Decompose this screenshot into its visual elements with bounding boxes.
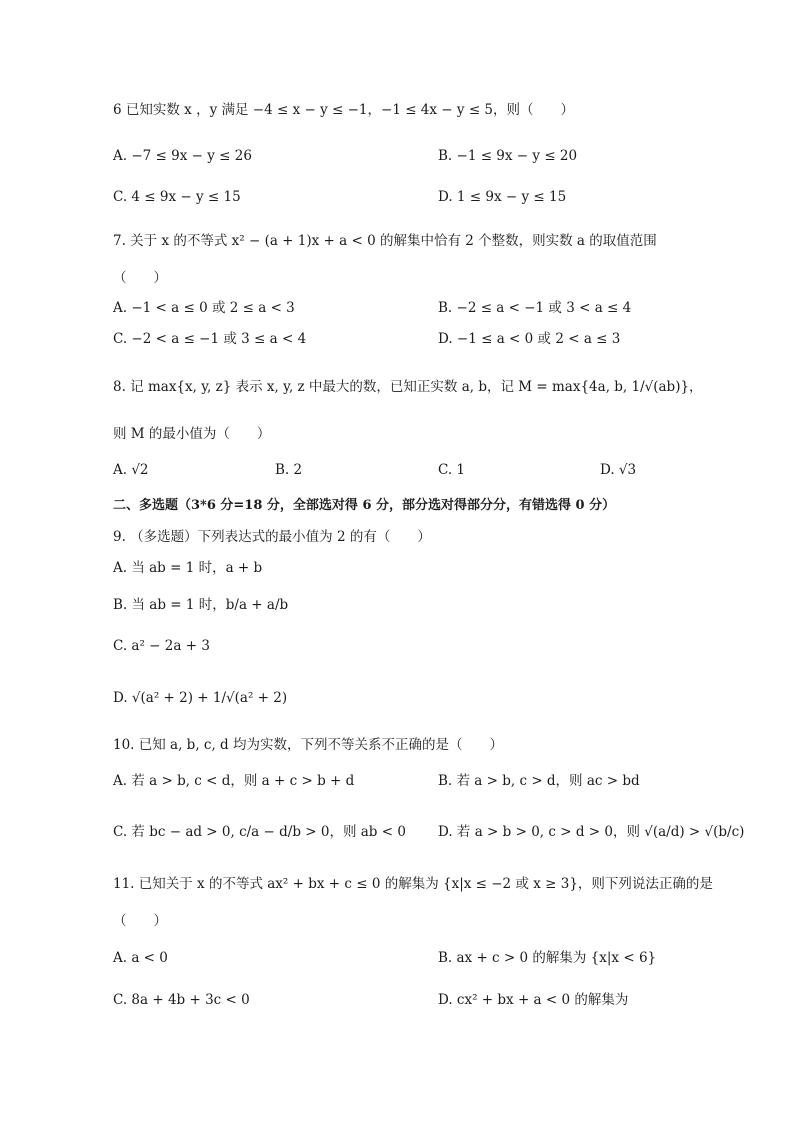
section-heading: 二、多选题（3*6 分=18 分，全部选对得 6 分，部分选对得部分分，有错选得 0 分） bbox=[113, 498, 616, 513]
q7-option-a: A. −1 < a ≤ 0 或 2 ≤ a < 3 bbox=[113, 300, 295, 316]
q7-stem: 7. 关于 x 的不等式 x² − (a + 1)x + a < 0 的解集中恰有 2 个整数，则实数 a 的取值范围 bbox=[113, 233, 657, 249]
q9-option-a: A. 当 ab = 1 时，a + b bbox=[113, 560, 263, 576]
q9-stem: 9. （多选题）下列表达式的最小值为 2 的有（ ） bbox=[113, 529, 431, 545]
q9-option-b: B. 当 ab = 1 时，b/a + a/b bbox=[113, 597, 289, 613]
q9-option-c: C. a² − 2a + 3 bbox=[113, 638, 210, 654]
q10-option-d: D. 若 a > b > 0, c > d > 0，则 √(a/d) > √(b/c) bbox=[438, 824, 745, 840]
q8-stem: 8. 记 max{x, y, z} 表示 x, y, z 中最大的数，已知正实数 a, b，记 M = max{4a, b, 1/√(ab)}， bbox=[113, 379, 703, 395]
q11-stem: 11. 已知关于 x 的不等式 ax² + bx + c ≤ 0 的解集为 {x|x ≤ −2 或 x ≥ 3}，则下列说法正确的是 bbox=[113, 876, 713, 892]
q6-option-c: C. 4 ≤ 9x − y ≤ 15 bbox=[113, 189, 241, 205]
q7-option-c: C. −2 < a ≤ −1 或 3 ≤ a < 4 bbox=[113, 331, 307, 347]
q6-option-a: A. −7 ≤ 9x − y ≤ 26 bbox=[113, 148, 252, 164]
q8-option-d: D. √3 bbox=[600, 462, 637, 478]
q8-option-b: B. 2 bbox=[275, 462, 303, 478]
q7-paren: （ ） bbox=[113, 270, 167, 286]
q6-stem: 6 已知实数 x ，y 满足 −4 ≤ x − y ≤ −1，−1 ≤ 4x − y ≤ 5，则（ ） bbox=[113, 102, 575, 118]
q7-option-b: B. −2 ≤ a < −1 或 3 < a ≤ 4 bbox=[438, 300, 632, 316]
q7-option-d: D. −1 ≤ a < 0 或 2 < a ≤ 3 bbox=[438, 331, 621, 347]
q6-option-d: D. 1 ≤ 9x − y ≤ 15 bbox=[438, 189, 567, 205]
q11-paren: （ ） bbox=[113, 913, 167, 929]
q8-option-a: A. √2 bbox=[113, 462, 149, 478]
q9-option-d: D. √(a² + 2) + 1/√(a² + 2) bbox=[113, 690, 288, 706]
q10-option-b: B. 若 a > b, c > d，则 ac > bd bbox=[438, 773, 640, 789]
q10-option-a: A. 若 a > b, c < d，则 a + c > b + d bbox=[113, 773, 355, 789]
q11-option-b: B. ax + c > 0 的解集为 {x|x < 6} bbox=[438, 950, 657, 966]
q10-option-c: C. 若 bc − ad > 0, c/a − d/b > 0，则 ab < 0 bbox=[113, 824, 406, 840]
q10-stem: 10. 已知 a, b, c, d 均为实数，下列不等关系不正确的是（ ） bbox=[113, 737, 503, 753]
q6-option-b: B. −1 ≤ 9x − y ≤ 20 bbox=[438, 148, 578, 164]
q11-option-d: D. cx² + bx + a < 0 的解集为 bbox=[438, 992, 629, 1008]
q11-option-c: C. 8a + 4b + 3c < 0 bbox=[113, 992, 250, 1008]
q11-option-a: A. a < 0 bbox=[113, 950, 168, 966]
q8-stem-2: 则 M 的最小值为（ ） bbox=[113, 426, 271, 442]
q8-option-c: C. 1 bbox=[438, 462, 466, 478]
